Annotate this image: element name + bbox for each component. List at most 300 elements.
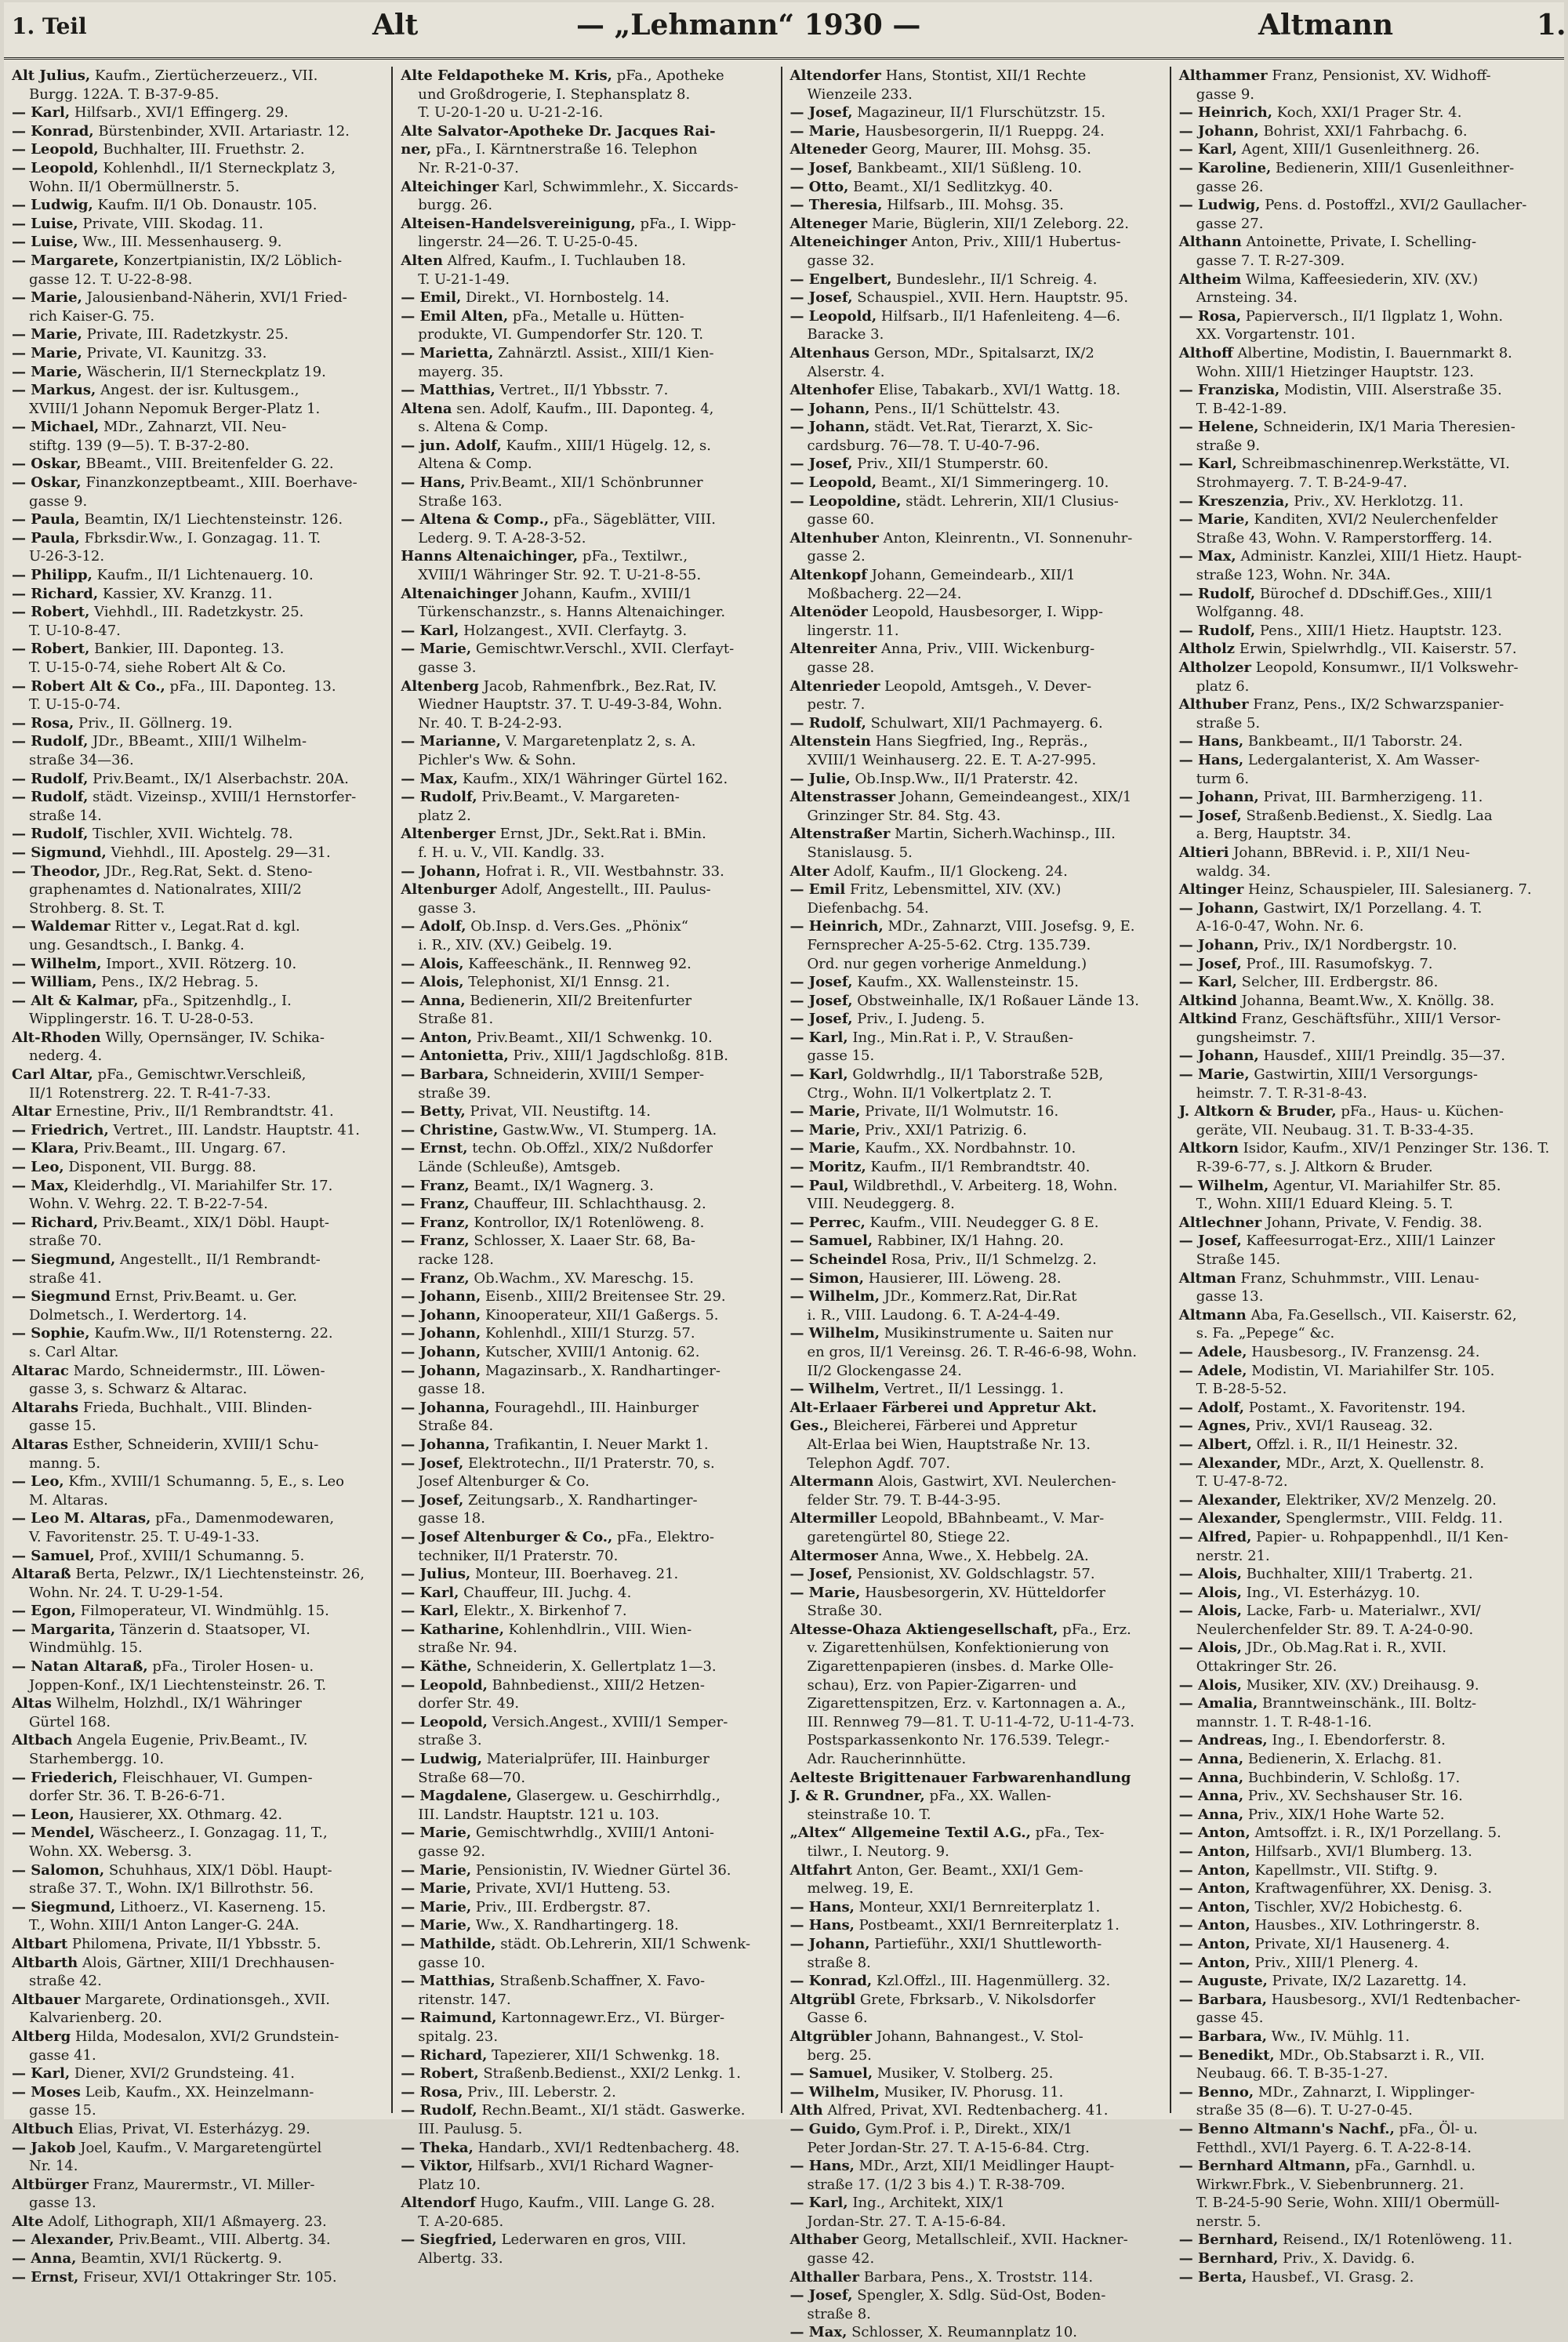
entry-name: Altgrübl: [789, 1991, 856, 2008]
entry-name: — Sigmund,: [12, 844, 107, 861]
entry-continuation: [401, 363, 772, 382]
entry-name: — Samuel,: [789, 1233, 873, 1250]
directory-entry: [401, 2046, 772, 2065]
entry-continuation: [790, 1195, 1162, 1214]
entry-continuation: [401, 2120, 772, 2139]
entry-details: Kaufm., VIII. Neudegger G. 8 E.: [865, 1214, 1099, 1231]
entry-continuation: [401, 603, 772, 622]
entry-details: Gym.Prof. i. P., Direkt., XIX/1: [860, 2120, 1073, 2137]
entry-details: MDr., Zahnarzt, VIII. Josefsg. 9, E.: [883, 918, 1135, 935]
entry-name: — Benedikt,: [1178, 2046, 1275, 2064]
entry-details: Beamtin, XVI/1 Rückertg. 9.: [76, 2250, 282, 2268]
directory-entry: [1179, 1602, 1551, 1621]
directory-entry: [12, 140, 383, 159]
entry-details: Kalvarienberg. 20.: [29, 2010, 162, 2027]
entry-details: gasse 15.: [29, 1418, 96, 1435]
entry-details: Franz, Pens., IX/2 Schwarzspanier-: [1248, 696, 1504, 713]
entry-details: Monteur, XXI/1 Bernreiterplatz 1.: [854, 1898, 1101, 1915]
directory-entry: [1179, 1972, 1551, 1991]
directory-entry: [790, 770, 1162, 789]
entry-name: Altlechner: [1178, 1214, 1262, 1231]
directory-entry: [12, 67, 383, 85]
directory-entry: [790, 862, 1162, 881]
entry-details: M. Altaras.: [29, 1491, 108, 1509]
entry-name: — Anton,: [1178, 1954, 1250, 1971]
entry-details: Ob.Wachm., XV. Mareschg. 15.: [469, 1269, 695, 1287]
directory-entry: [12, 455, 383, 474]
directory-entry: [401, 1029, 772, 1048]
directory-entry: [12, 2139, 383, 2158]
directory-entry: [401, 2231, 772, 2249]
entry-details: ung. Gesandtsch., I. Bankg. 4.: [29, 936, 245, 953]
entry-continuation: [401, 695, 772, 714]
entry-details: städt. Vet.Rat, Tierarzt, X. Sic-: [869, 419, 1093, 436]
entry-continuation: [12, 2009, 383, 2028]
directory-entry: [12, 714, 383, 733]
entry-name: — Sophie,: [12, 1325, 90, 1342]
entry-name: — Karl,: [1178, 141, 1237, 158]
entry-details: Spengler, X. Sdlg. Süd-Ost, Boden-: [852, 2287, 1106, 2304]
entry-details: Kanditen, XVI/2 Neulerchenfelder: [1249, 511, 1498, 528]
entry-continuation: [790, 1639, 1162, 1658]
directory-entry: [12, 510, 383, 529]
entry-details: Leopold, Hausbesorger, I. Wipp-: [867, 604, 1103, 621]
entry-name: — Barbara,: [1178, 2028, 1268, 2045]
entry-continuation: [12, 622, 383, 641]
directory-entry: [1179, 1806, 1551, 1825]
entry-name: — Christine,: [401, 1121, 499, 1138]
entry-details: Vertret., II/1 Ybbsstr. 7.: [495, 382, 669, 399]
entry-details: Koch, XXI/1 Prager Str. 4.: [1272, 104, 1462, 122]
entry-continuation: [1179, 474, 1551, 492]
entry-details: Prof., III. Rasumofskyg. 7.: [1241, 955, 1433, 972]
entry-name: — Robert,: [12, 604, 90, 621]
entry-details: Agentur, VI. Mariahilfer Str. 85.: [1269, 1177, 1501, 1194]
entry-details: Bankier, III. Daponteg. 13.: [89, 641, 285, 658]
entry-continuation: [1179, 1195, 1551, 1214]
entry-name: Altman: [1178, 1269, 1236, 1287]
directory-entry: [12, 1954, 383, 1973]
entry-name: — Anna,: [1178, 1751, 1244, 1768]
entry-continuation: [1179, 1621, 1551, 1639]
entry-details: T. A-20-685.: [418, 2213, 504, 2230]
entry-name: Altarahs: [12, 1399, 79, 1416]
entry-name: — Otto,: [789, 178, 849, 195]
entry-name: — Wilhelm,: [789, 2083, 880, 2101]
entry-name: — Johanna,: [401, 1399, 490, 1416]
directory-entry: [401, 1362, 772, 1381]
entry-name: — Bernhard,: [1178, 2250, 1279, 2268]
entry-name: — Hans,: [789, 1898, 855, 1915]
entry-details: gasse 3.: [418, 899, 477, 917]
entry-details: Johann, Gemeindearb., XII/1: [866, 567, 1076, 584]
entry-name: — Marie,: [1178, 511, 1250, 528]
directory-entry: [1179, 1417, 1551, 1436]
entry-name: — Johann,: [401, 1306, 481, 1324]
directory-entry: [401, 1066, 772, 1084]
entry-details: straße 17. (1/2 3 bis 4.) T. R-38-709.: [807, 2176, 1065, 2193]
entry-name: — Marie,: [12, 344, 82, 361]
entry-continuation: [401, 1843, 772, 1861]
directory-entry: [12, 1509, 383, 1528]
entry-name: — Adele,: [1178, 1362, 1247, 1379]
entry-name: — Katharine,: [401, 1621, 505, 1638]
entry-details: Johann, Kaufm., XVIII/1: [517, 585, 692, 602]
directory-entry: [401, 862, 772, 881]
directory-entry: [12, 1177, 383, 1196]
entry-continuation: [401, 455, 772, 474]
entry-details: T. U-10-8-47.: [29, 622, 121, 639]
entry-details: Priv.Beamt., III. Ungarg. 67.: [78, 1140, 286, 1157]
directory-entry: [1179, 1750, 1551, 1769]
directory-entry: [1179, 233, 1551, 252]
entry-details: Musikinstrumente u. Saiten nur: [880, 1325, 1113, 1342]
directory-entry: [1179, 510, 1551, 529]
entry-details: gasse 60.: [807, 511, 875, 528]
entry-details: Hausierer, III. Löweng. 28.: [864, 1269, 1062, 1287]
directory-entry: [1179, 455, 1551, 474]
entry-details: Fbrksdir.Ww., I. Gonzagag. 11. T.: [79, 529, 321, 546]
entry-name: — Anton,: [401, 1029, 473, 1046]
entry-details: Wipplingerstr. 16. T. U-28-0-53.: [29, 1011, 254, 1028]
entry-name: Alt-Erlaaer Färberei und Appretur Akt.: [789, 1399, 1097, 1416]
listing-columns: [10, 67, 1559, 2341]
entry-name: — Josef,: [789, 289, 853, 307]
directory-entry: [401, 1269, 772, 1288]
entry-continuation: [790, 1713, 1162, 1732]
entry-name: Altbach: [12, 1732, 73, 1749]
entry-name: — Alois,: [1178, 1603, 1243, 1620]
directory-entry: [12, 788, 383, 807]
entry-details: Angela Eugenie, Priv.Beamt., IV.: [72, 1732, 308, 1749]
entry-details: gasse 15.: [29, 2102, 96, 2119]
directory-entry: [12, 1251, 383, 1269]
directory-entry: [12, 955, 383, 974]
entry-continuation: [401, 2249, 772, 2268]
directory-entry: [790, 2323, 1162, 2342]
entry-name: — Johann,: [1178, 1048, 1259, 1065]
entry-name: Altkind: [1178, 1011, 1237, 1028]
entry-name: — Leo,: [12, 1159, 64, 1176]
entry-name: Alteneger: [789, 215, 868, 232]
entry-details: Esther, Schneiderin, XVIII/1 Schu-: [68, 1436, 319, 1453]
entry-continuation: [401, 1954, 772, 1973]
entry-name: — Rosa,: [401, 2083, 463, 2101]
entry-details: R-39-6-77, s. J. Altkorn & Bruder.: [1196, 1159, 1433, 1176]
entry-name: — Hans,: [1178, 751, 1244, 768]
entry-details: Ord. nur gegen vorherige Anmeldung.): [807, 955, 1087, 972]
directory-entry: [1179, 1676, 1551, 1695]
entry-details: Kaufm., XX. Wallensteinstr. 15.: [852, 974, 1080, 991]
entry-details: Private, III. Radetzkystr. 25.: [82, 326, 289, 343]
entry-name: — Alexander,: [12, 2231, 114, 2249]
entry-name: — Matthias,: [401, 382, 495, 399]
entry-continuation: [790, 437, 1162, 456]
entry-details: Ernst, Priv.Beamt. u. Ger.: [110, 1288, 297, 1305]
entry-details: Gemischtwrhdlg., XVIII/1 Antoni-: [471, 1825, 714, 1842]
entry-details: Ottakringer Str. 26.: [1196, 1658, 1338, 1676]
directory-entry: [790, 289, 1162, 307]
entry-name: — Josef,: [1178, 955, 1242, 972]
entry-name: Altenrieder: [789, 677, 880, 695]
entry-continuation: [790, 807, 1162, 826]
entry-continuation: [790, 1436, 1162, 1454]
directory-entry: [12, 233, 383, 252]
directory-entry: [12, 381, 383, 400]
entry-name: — Theka,: [401, 2139, 474, 2156]
directory-entry: [790, 159, 1162, 178]
directory-entry: [790, 640, 1162, 659]
directory-entry: [1179, 344, 1551, 363]
entry-details: Priv., IX/1 Nordbergstr. 10.: [1258, 936, 1457, 953]
entry-continuation: [790, 85, 1162, 104]
directory-entry: [790, 271, 1162, 289]
directory-entry: [12, 103, 383, 122]
entry-details: gasse 32.: [807, 252, 875, 269]
entry-details: dorfer Str. 36. T. B-26-6-71.: [29, 1788, 226, 1805]
entry-details: straße 35 (8—6). T. U-27-0-45.: [1196, 2102, 1413, 2119]
entry-name: Alten: [401, 252, 443, 269]
entry-name: — Adolf,: [1178, 1399, 1245, 1416]
entry-continuation: [12, 1380, 383, 1399]
entry-name: — Klara,: [12, 1140, 79, 1157]
page-number: 1.: [1537, 9, 1566, 42]
entry-name: Altendorfer: [789, 67, 881, 84]
directory-entry: [790, 1010, 1162, 1029]
first-entry-keyword: Alt: [372, 9, 419, 42]
entry-details: Wohn. XX. Webersg. 3.: [29, 1843, 192, 1860]
entry-details: burgg. 26.: [418, 197, 493, 214]
entry-name: — Leon,: [12, 1806, 74, 1823]
entry-details: Lacke, Farb- u. Materialwr., XVI/: [1242, 1603, 1481, 1620]
entry-name: — William,: [12, 974, 97, 991]
directory-entry: [1179, 2046, 1551, 2065]
entry-continuation: [1179, 1121, 1551, 1140]
entry-name: — Natan Altaraß,: [12, 1658, 148, 1676]
entry-details: Lände (Schleuße), Amtsgeb.: [418, 1159, 621, 1176]
entry-details: straße 9.: [1196, 437, 1261, 454]
directory-entry: [1179, 1935, 1551, 1954]
entry-name: Altbart: [12, 1935, 68, 1952]
directory-entry: [12, 1824, 383, 1843]
directory-entry: [1179, 1306, 1551, 1325]
directory-entry: [790, 732, 1162, 751]
entry-name: — Rudolf,: [401, 789, 477, 806]
directory-entry: [12, 825, 383, 844]
entry-details: Beamt., XI/1 Simmeringerg. 10.: [877, 474, 1109, 492]
entry-name: — Margarete,: [12, 252, 119, 269]
entry-details: cardsburg. 76—78. T. U-40-7-96.: [807, 437, 1040, 454]
entry-details: Bleicherei, Färberei und Appretur: [829, 1418, 1077, 1435]
directory-entry: [790, 122, 1162, 141]
entry-continuation: [790, 955, 1162, 974]
entry-continuation: [790, 899, 1162, 918]
entry-details: pFa., Elektro-: [612, 1528, 714, 1545]
entry-name: — Theresia,: [789, 197, 883, 214]
entry-details: Direkt., VI. Hornbostelg. 14.: [461, 289, 670, 307]
directory-entry: [790, 2101, 1162, 2120]
entry-details: Gürtel 168.: [29, 1713, 111, 1730]
entry-continuation: [12, 307, 383, 326]
entry-details: Kaufm., XIII/1 Hügelg. 12, s.: [501, 437, 712, 454]
entry-details: Kaufm., II/1 Lichtenauerg. 10.: [92, 567, 314, 584]
entry-details: Priv., XII/1 Stumperstr. 60.: [852, 456, 1049, 473]
entry-continuation: [401, 325, 772, 344]
entry-details: XVIII/1 Johann Nepomuk Berger-Platz 1.: [29, 400, 321, 417]
entry-details: Straße 163.: [418, 492, 503, 510]
entry-details: Hausbesorg., IV. Franzensg. 24.: [1247, 1343, 1480, 1360]
directory-entry: [401, 1454, 772, 1473]
entry-continuation: [1179, 1084, 1551, 1103]
directory-entry: [12, 1139, 383, 1158]
directory-entry: [12, 585, 383, 604]
entry-details: v. Zigarettenhülsen, Konfektionierung von: [807, 1639, 1109, 1657]
entry-continuation: [401, 659, 772, 677]
directory-entry: [790, 1861, 1162, 1880]
entry-details: Schulwart, XII/1 Pachmayerg. 6.: [866, 714, 1103, 732]
entry-continuation: [401, 566, 772, 585]
directory-entry: [12, 1935, 383, 1954]
entry-name: Althaller: [789, 2268, 859, 2286]
entry-details: Starhembergg. 10.: [29, 1751, 165, 1768]
entry-details: Marie, Büglerin, XII/1 Zeleborg. 22.: [867, 215, 1130, 232]
entry-details: Schlosser, X. Reumannplatz 10.: [847, 2324, 1077, 2341]
entry-name: Alteichinger: [401, 178, 499, 195]
entry-name: — Franz,: [401, 1214, 470, 1231]
entry-details: Telephon Agdf. 707.: [807, 1454, 951, 1472]
directory-entry: [12, 1694, 383, 1713]
directory-entry: [12, 1769, 383, 1788]
directory-entry: [401, 973, 772, 992]
directory-entry: [401, 1047, 772, 1066]
entry-name: Altenhuber: [789, 529, 879, 546]
directory-entry: [12, 1602, 383, 1621]
entry-name: — Josef,: [1178, 807, 1242, 824]
directory-entry: [790, 1916, 1162, 1935]
entry-details: Modistin, VI. Mariahilfer Str. 105.: [1247, 1362, 1495, 1379]
entry-continuation: [790, 1731, 1162, 1750]
entry-details: Priv.Beamt., VIII. Albertg. 34.: [114, 2231, 331, 2249]
entry-details: Ernestine, Priv., II/1 Rembrandtstr. 41.: [51, 1103, 334, 1120]
entry-details: stiftg. 139 (9—5). T. B-37-2-80.: [29, 437, 250, 454]
entry-name: Altmann: [1178, 1306, 1247, 1324]
entry-details: Ing., Min.Rat i. P., V. Straußen-: [848, 1029, 1073, 1046]
directory-entry: [12, 1898, 383, 1917]
entry-details: Kraftwagenführer, XX. Denisg. 3.: [1250, 1880, 1493, 1897]
directory-entry: [790, 1898, 1162, 1917]
directory-entry: [401, 140, 772, 159]
entry-name: — Josef,: [789, 2287, 853, 2304]
directory-entry: [790, 825, 1162, 844]
entry-name: — Johann,: [401, 1362, 481, 1379]
entry-details: T. B-28-5-52.: [1196, 1381, 1287, 1398]
entry-name: — Johann,: [789, 400, 870, 417]
entry-details: Moßbacherg. 22—24.: [807, 585, 962, 602]
directory-entry: [12, 1158, 383, 1177]
directory-entry: [12, 2064, 383, 2083]
directory-entry: [12, 973, 383, 992]
entry-name: Altberg: [12, 2028, 71, 2045]
section-label: 1. Teil: [12, 13, 87, 39]
directory-entry: [790, 474, 1162, 492]
directory-entry: [1179, 1454, 1551, 1473]
entry-details: Ob.Insp.Ww., II/1 Praterstr. 42.: [850, 770, 1079, 787]
entry-details: Anton, Ger. Beamt., XXI/1 Gem-: [851, 1861, 1083, 1879]
entry-name: — Rudolf,: [12, 789, 89, 806]
entry-details: Altena & Comp.: [418, 456, 532, 473]
entry-name: — Julius,: [401, 1566, 471, 1583]
entry-details: Chauffeur, III. Juchg. 4.: [459, 1584, 632, 1601]
directory-entry: [401, 1972, 772, 1991]
directory-entry: [790, 1158, 1162, 1177]
entry-details: lingerstr. 11.: [807, 622, 899, 639]
entry-details: Musiker, V. Stolberg. 25.: [873, 2065, 1054, 2082]
entry-name: Althaber: [789, 2231, 858, 2249]
directory-entry: [401, 1879, 772, 1898]
directory-entry: [790, 1824, 1162, 1843]
entry-details: Kontrollor, IX/1 Rotenlöweng. 8.: [469, 1214, 705, 1231]
directory-entry: [401, 1935, 772, 1954]
directory-entry: [401, 344, 772, 363]
entry-details: MDr., Zahnarzt, VII. Neu-: [99, 419, 287, 436]
entry-name: Alter: [789, 862, 829, 880]
directory-entry: [401, 2157, 772, 2176]
entry-details: straße 34—36.: [29, 751, 134, 768]
entry-continuation: [790, 363, 1162, 382]
entry-name: Alt-Rhoden: [12, 1029, 101, 1046]
entry-name: Altenöder: [789, 604, 868, 621]
directory-page: [4, 2, 1566, 2341]
entry-details: Fleischhauer, VI. Gumpen-: [118, 1769, 313, 1786]
directory-entry: [1179, 2231, 1551, 2249]
directory-entry: [401, 2194, 772, 2213]
entry-details: Türkenschanzstr., s. Hanns Altenaichinger.: [418, 604, 726, 621]
entry-name: — Marie,: [401, 641, 472, 658]
entry-details: felder Str. 79. T. B-44-3-95.: [807, 1491, 1001, 1509]
directory-entry: [1179, 1399, 1551, 1418]
entry-details: Schneiderin, IX/1 Maria Theresien-: [1258, 419, 1515, 436]
entry-details: Bankbeamt., XII/1 Süßleng. 10.: [852, 159, 1082, 176]
entry-continuation: [12, 1047, 383, 1066]
entry-details: Bürochef d. DDschiff.Ges., XIII/1: [1255, 585, 1494, 602]
entry-details: Pens., IX/2 Hebrag. 5.: [96, 974, 259, 991]
entry-continuation: [1179, 2139, 1551, 2158]
directory-entry: [401, 585, 772, 604]
entry-details: Schneiderin, X. Gellertplatz 1—3.: [471, 1658, 717, 1676]
entry-details: Pensionistin, IV. Wiedner Gürtel 36.: [471, 1861, 731, 1879]
directory-entry: [790, 1066, 1162, 1084]
listing-column-1: [10, 67, 391, 2286]
directory-entry: [790, 2268, 1162, 2287]
entry-details: Bundeslehr., II/1 Schreig. 4.: [891, 271, 1098, 288]
entry-name: — Ludwig,: [1178, 197, 1261, 214]
entry-name: — Konrad,: [789, 1973, 873, 1990]
entry-continuation: [12, 1750, 383, 1769]
directory-entry: [12, 122, 383, 141]
directory-entry: [401, 307, 772, 326]
entry-continuation: [790, 936, 1162, 955]
entry-continuation: [790, 659, 1162, 677]
entry-continuation: [790, 585, 1162, 604]
entry-details: Heinz, Schauspieler, III. Salesianerg. 7.: [1243, 881, 1532, 899]
directory-entry: [1179, 159, 1551, 178]
entry-continuation: [1179, 1713, 1551, 1732]
entry-name: — Ernst,: [12, 2268, 79, 2286]
entry-continuation: [790, 1343, 1162, 1362]
entry-name: — Leopold,: [401, 1676, 488, 1694]
entry-name: Altenberger: [401, 826, 495, 843]
entry-name: — Johann,: [789, 419, 870, 436]
